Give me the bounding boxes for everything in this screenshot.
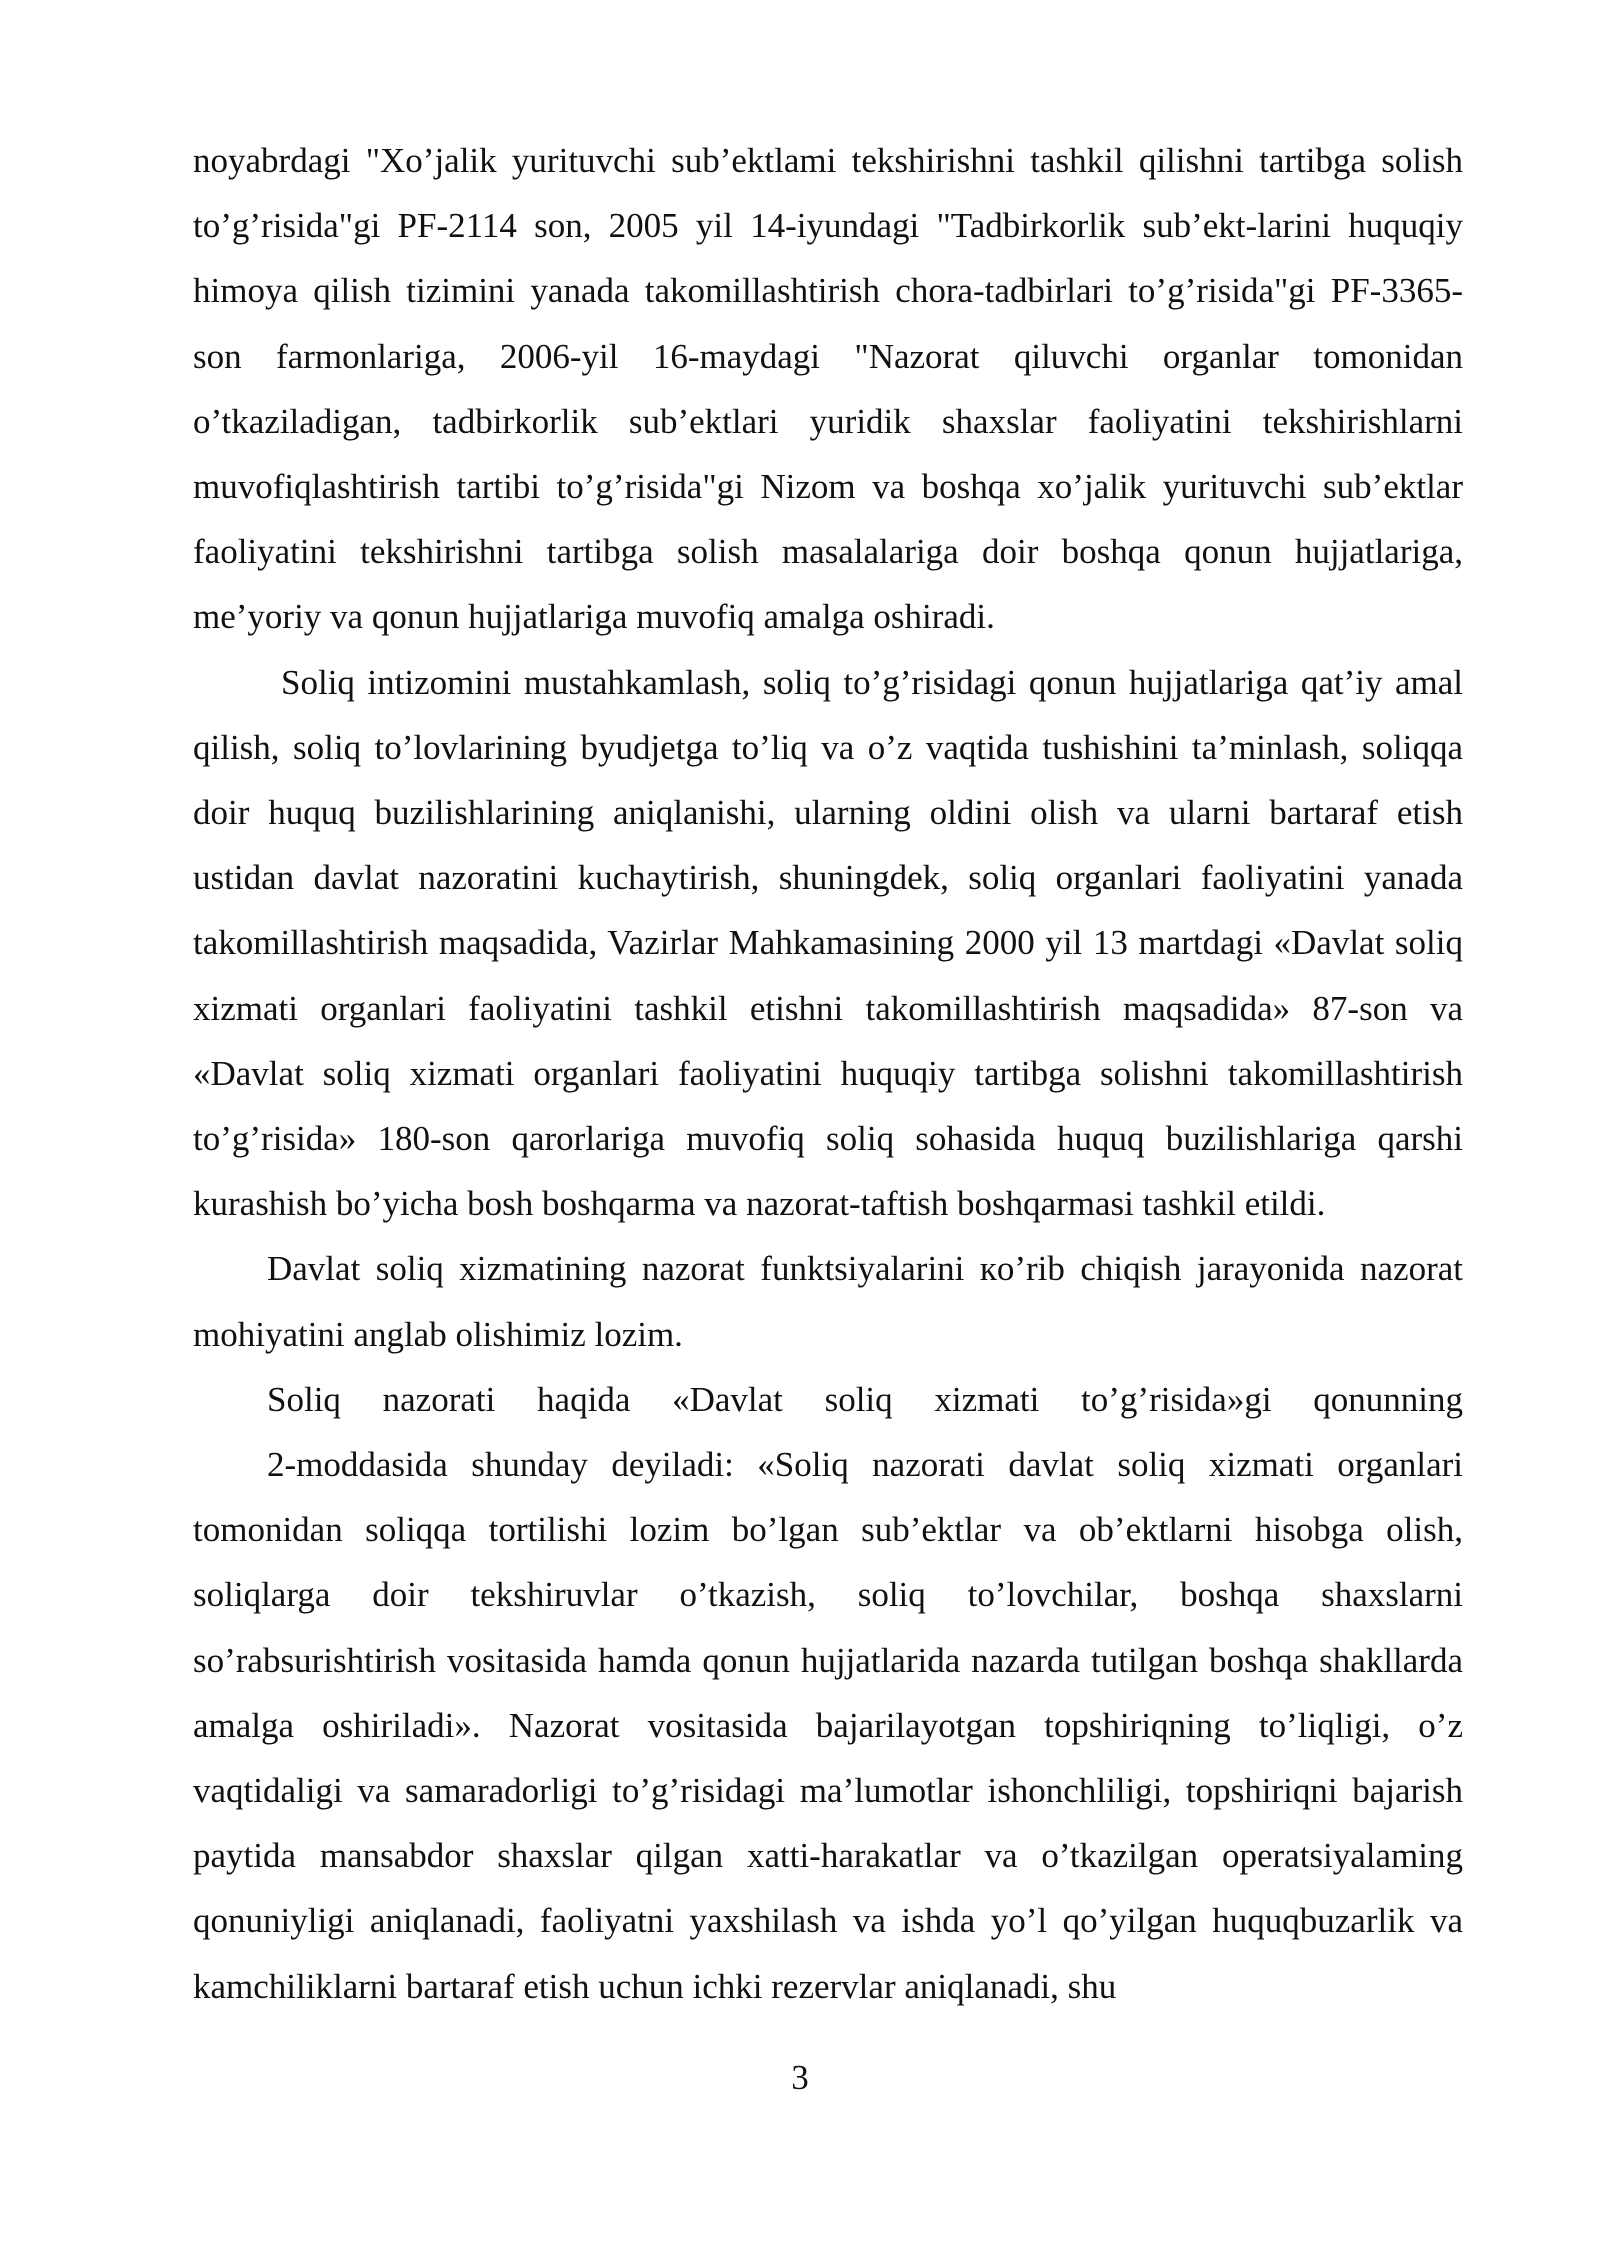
body-text	[193, 128, 1463, 2019]
paragraph-nazorat-funktsiyalari: Davlat soliq xizmatining nazorat funktsiyalarini кo’rib chiqish jarayonida nazorat mohiyatini anglab olishimiz lozim.	[193, 1249, 1463, 1354]
paragraph-soliq-intizomi: Soliq intizomini mustahkamlash, soliq to’g’risidagi qonun hujjatlariga qat’iy amal qilish, soliq to’lovlarining byudjetga to’liq va o’z vaqtida tushishini ta’minlash, soliqqa doir huquq buzilishlarining aniqlanishi, ularning oldini olish va ularni bartaraf etish ustidan davlat nazoratini kuchaytirish, shuningdek, soliq organlari faoliyatini yanada takomillashtirish maqsadida, Vazirlar Mahkamasining 2000 yil 13 martdagi «Davlat soliq xizmati organlari faoliyatini tashkil etishni takomillashtirish maqsadida» 87-son va «Davlat soliq xizmati organlari faoliyatini huquqiy tartibga solishni takomillashtirish to’g’risida» 180-son qarorlariga muvofiq soliq sohasida huquq buzilishlariga qarshi kurashish bo’yicha bosh boshqarma va nazorat-taftish boshqarmasi tashkil etildi.	[193, 662, 1463, 1224]
paragraph-moddasi: 2-moddasida shunday deyiladi: «Soliq nazorati davlat soliq xizmati organlari tomonidan soliqqa tortilishi lozim bo’lgan sub’ektlar va ob’ektlarni hisobga olish, soliqlarga doir tekshiruvlar o’tkazish, soliq to’lovchilar, boshqa shaxslarni so’rabsurishtirish vositasida hamda qonun hujjatlarida nazarda tutilgan boshqa shakllarda amalga oshiriladi». Nazorat vositasida bajarilayotgan topshiriqning to’liqligi, o’z vaqtidaligi va samaradorligi to’g’risidagi ma’lumotlar ishonchliligi, topshiriqni bajarish paytida mansabdor shaxslar qilgan xatti-harakatlar va o’tkazilgan operatsiyalaming qonuniyligi aniqlanadi, faoliyatni yaxshilash va ishda yo’l qo’yilgan huquqbuzarlik va kamchiliklarni bartaraf etish uchun ichki rezervlar aniqlanadi, shu	[193, 1445, 1463, 2006]
page-number: 3	[791, 2058, 809, 2097]
paragraph-continuation: noyabrdagi "Xo’jalik yurituvchi sub’ektlami tekshirishni tashkil qilishni tartibga solish to’g’risida"gi PF-2114 son, 2005 yil 14-iyundagi "Tadbirkorlik sub’ekt-larini huquqiy himoya qilish tizimini yanada takomillashtirish chora-tadbirlari to’g’risida"gi PF-3365-son farmonlariga, 2006-yil 16-maydagi "Nazorat qiluvchi organlar tomonidan o’tkaziladigan, tadbirkorlik sub’ektlari yuridik shaxslar faoliyatini tekshirishlarni muvofiqlashtirish tartibi to’g’risida"gi Nizom va boshqa xo’jalik yurituvchi sub’ektlar faoliyatini tekshirishni tartibga solish masalalariga doir boshqa qonun hujjatlariga, me’yoriy va qonun hujjatlariga muvofiq amalga oshiradi.	[193, 141, 1463, 637]
paragraph-soliq-nazorati-intro: Soliq nazorati haqida «Davlat soliq xizmati to’g’risida»gi qonunning	[267, 1379, 1463, 1419]
